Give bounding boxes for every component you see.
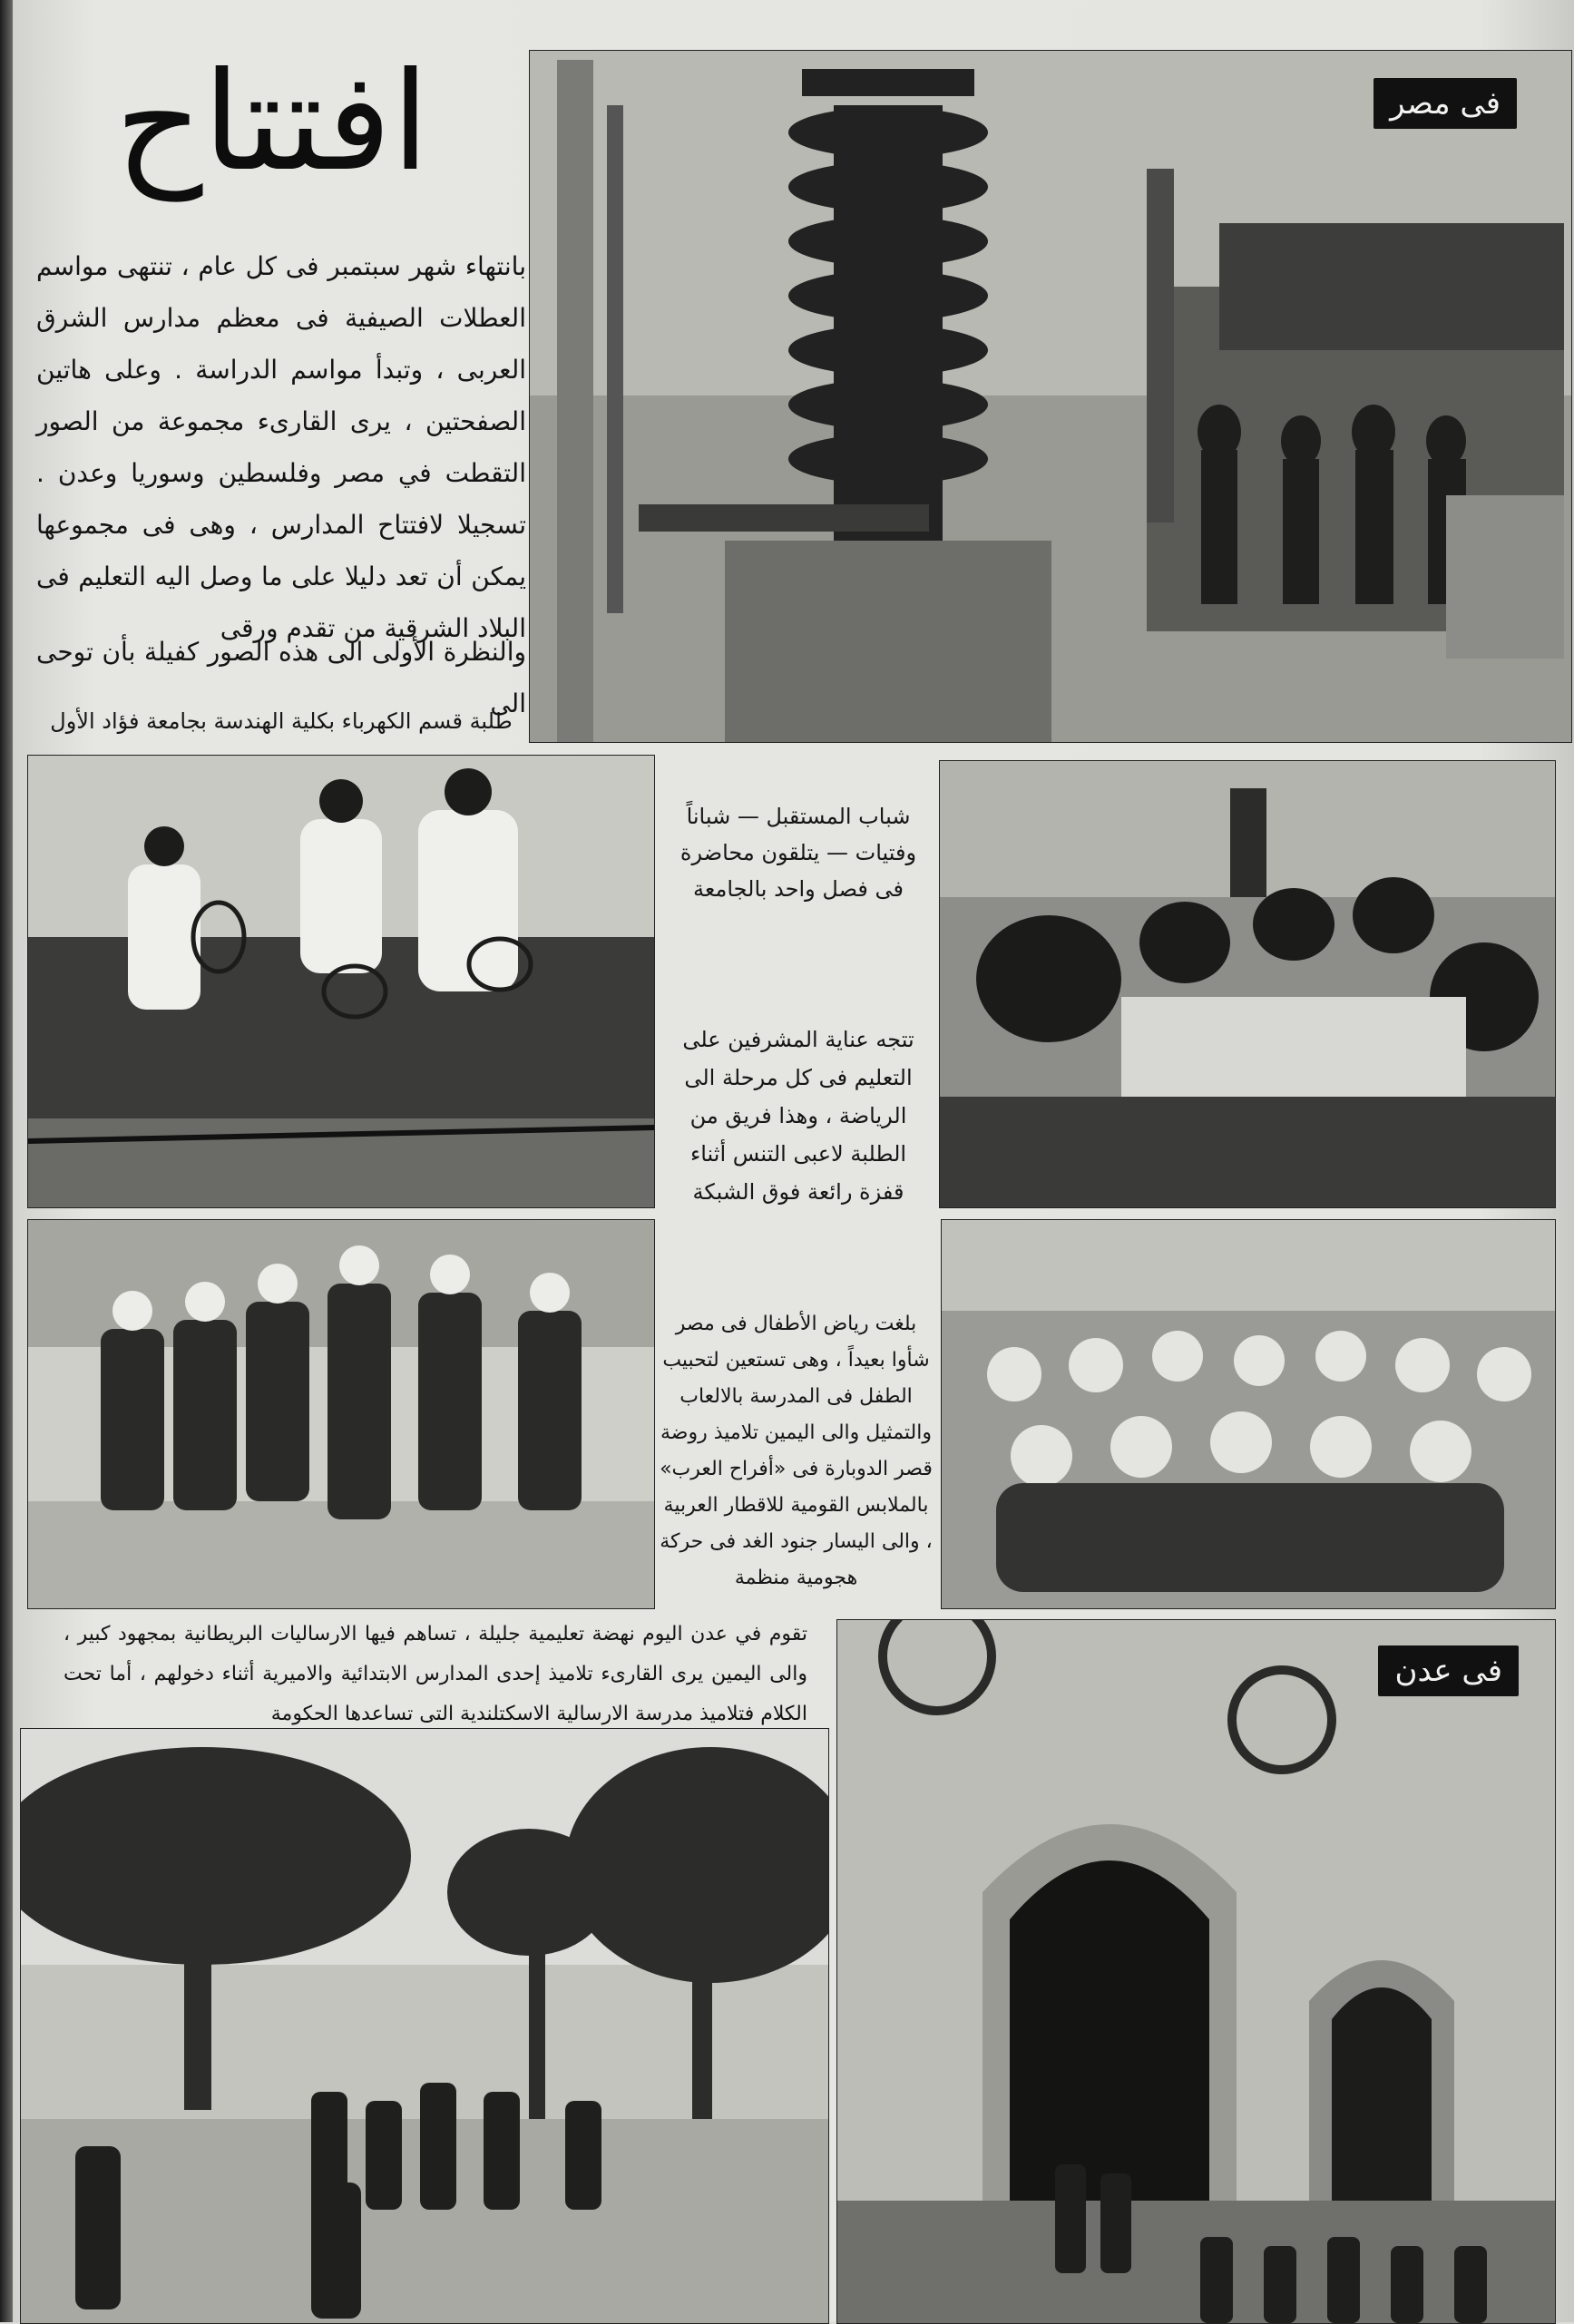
- arch-illustration: [837, 1620, 1555, 2323]
- intro-paragraph: بانتهاء شهر سبتمبر فى كل عام ، تنتهى مواسم العطلات الصيفية فى معظم مدارس الشرق العربى ، وتبدأ مواسم الدراسة . وعلى هاتين الصفحتين ، يرى القارىء مجموعة من الصور التقطت في مصر وفلسطين وسوريا وعدن . تسجيلا لافتتاح المدارس ، وهى فى مجموعها يمكن أن تعد دليلا على ما وصل اليه التعليم فى البلاد الشرقية من تقدم ورقى: [36, 251, 526, 643]
- photo-lecture-hall: [939, 760, 1556, 1208]
- photo-aden-school-arch: [836, 1619, 1556, 2324]
- caption-aden: تقوم في عدن اليوم نهضة تعليمية جليلة ، تساهم فيها الارساليات البريطانية بمجهود كبير ، والى اليمين يرى القارىء تلاميذ إحدى المدارس الابتدائية والاميرية أثناء دخولهم ، أما تحت الكلام فتلاميذ مدرسة الارسالية الاسكتلندية التى تساعدها الحكومة: [64, 1623, 807, 1725]
- costumes-illustration: [942, 1220, 1555, 1608]
- photo-kindergarten-costumes: [941, 1219, 1556, 1609]
- page-binding-edge: [0, 0, 13, 2322]
- tennis-illustration: [28, 756, 654, 1207]
- tag-aden: فى عدن: [1378, 1645, 1519, 1696]
- intro-paragraph-continued: والنظرة الأولى الى هذه الصور كفيلة بأن توحى الى: [36, 637, 526, 718]
- photo-kids-marching: [27, 1219, 655, 1609]
- tag-egypt: فى مصر: [1374, 78, 1517, 129]
- lecture-illustration: [940, 761, 1555, 1207]
- caption-electrical-students: طلبة قسم الكهرباء بكلية الهندسة بجامعة فؤاد الأول: [50, 708, 513, 734]
- caption-kindergarten: بلغت رياض الأطفال فى مصر شأوا بعيداً ، وهى تستعين لتحبيب الطفل فى المدرسة بالالعاب والتمثيل والى اليمين تلاميذ روضة قصر الدوبارة فى «أفراح العرب» بالملابس القومية للاقطار العربية ، والى اليسار جنود الغد فى حركة هجومية منظمة: [660, 1313, 933, 1589]
- lab-illustration: [530, 51, 1571, 742]
- caption-university-lecture: شباب المستقبل — شباناً وفتيات — يتلقون محاضرة فى فصل واحد بالجامعة: [679, 804, 917, 902]
- page-title: افتتاح: [114, 44, 430, 201]
- photo-aden-schoolyard: [20, 1728, 829, 2324]
- marching-illustration: [28, 1220, 654, 1608]
- schoolyard-illustration: [21, 1729, 828, 2323]
- caption-tennis: تتجه عناية المشرفين على التعليم فى كل مرحلة الى الرياضة ، وهذا فريق من الطلبة لاعبى التنس أثناء قفزة رائعة فوق الشبكة: [682, 1027, 914, 1205]
- photo-electrical-lab: [529, 50, 1572, 743]
- photo-tennis-jump: [27, 755, 655, 1208]
